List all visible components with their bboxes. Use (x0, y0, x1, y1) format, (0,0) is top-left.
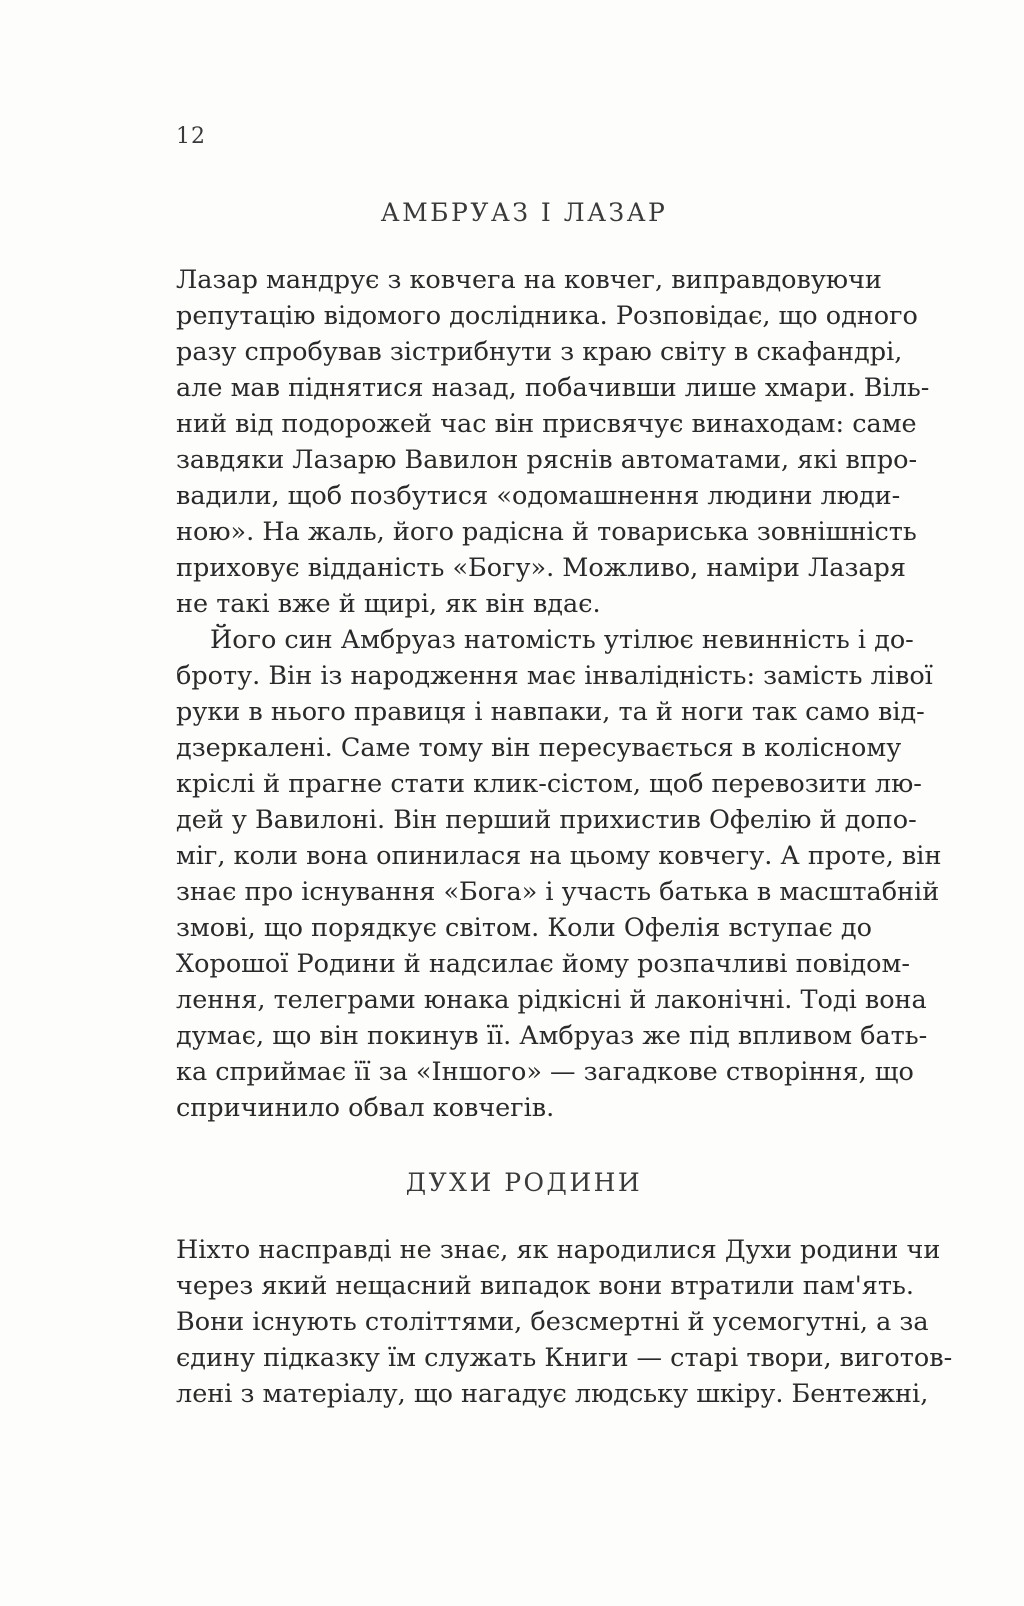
text-line: єдину підказку їм служать Книги — старі твори, виготов- (176, 1343, 953, 1373)
text-line: ною». На жаль, його радісна й товариська зовнішність (176, 517, 917, 547)
text-line: Хорошої Родини й надсилає йому розпачливі повідом- (176, 949, 910, 979)
text-line: ка сприймає її за «Іншого» — загадкове створіння, що (176, 1057, 914, 1087)
text-line: Вони існують століттями, безсмертні й усемогутні, а за (176, 1307, 929, 1337)
text-line: але мав піднятися назад, побачивши лише хмари. Віль- (176, 373, 930, 403)
text-line: спричинило обвал ковчегів. (176, 1093, 555, 1123)
text-line: репутацію відомого дослідника. Розповідає, що одного (176, 301, 918, 331)
text-line: через який нещасний випадок вони втратили пам'ять. (176, 1271, 914, 1301)
text-line: думає, що він покинув її. Амбруаз же під впливом бать- (176, 1021, 928, 1051)
text-line: змові, що порядкує світом. Коли Офелія вступає до (176, 913, 872, 943)
text-line: Лазар мандрує з ковчега на ковчег, виправдовуючи (176, 265, 882, 295)
text-line: дей у Вавилоні. Він перший прихистив Офелію й допо- (176, 805, 917, 835)
text-line: міг, коли вона опинилася на цьому ковчегу. А проте, він (176, 841, 942, 871)
section-body-ambruaz-lazar (176, 262, 942, 1126)
text-line: дзеркалені. Саме тому він пересувається в колісному (176, 733, 902, 763)
text-line: броту. Він із народження має інвалідність: замість лівої (176, 661, 933, 691)
section-title-family-spirits: ДУХИ РОДИНИ (405, 1168, 643, 1197)
text-line: лення, телеграми юнака рідкісні й лаконічні. Тоді вона (176, 985, 927, 1015)
section-body-family-spirits (176, 1232, 953, 1412)
text-line: завдяки Лазарю Вавилон ряснів автоматами, які впро- (176, 445, 918, 475)
text-line: вадили, щоб позбутися «одомашнення людини люди- (176, 481, 901, 511)
text-line: кріслі й прагне стати клик-сістом, щоб перевозити лю- (176, 769, 922, 799)
text-line: лені з матеріалу, що нагадує людську шкіру. Бентежні, (176, 1379, 929, 1409)
text-line: приховує відданість «Богу». Можливо, наміри Лазаря (176, 553, 906, 583)
text-line: знає про існування «Бога» і участь батька в масштабній (176, 877, 940, 907)
section-title-ambruaz-lazar: АМБРУАЗ І ЛАЗАР (380, 198, 668, 227)
text-line: руки в нього правиця і навпаки, та й ноги так само від- (176, 697, 925, 727)
text-line: не такі вже й щирі, як він вдає. (176, 589, 601, 619)
text-line: Ніхто насправді не знає, як народилися Духи родини чи (176, 1235, 941, 1265)
page-number: 12 (176, 124, 206, 149)
text-line: ний від подорожей час він присвячує винаходам: саме (176, 409, 917, 439)
text-line: Його син Амбруаз натомість утілює невинність і до- (210, 625, 914, 655)
text-line: разу спробував зістрибнути з краю світу в скафандрі, (176, 337, 903, 367)
